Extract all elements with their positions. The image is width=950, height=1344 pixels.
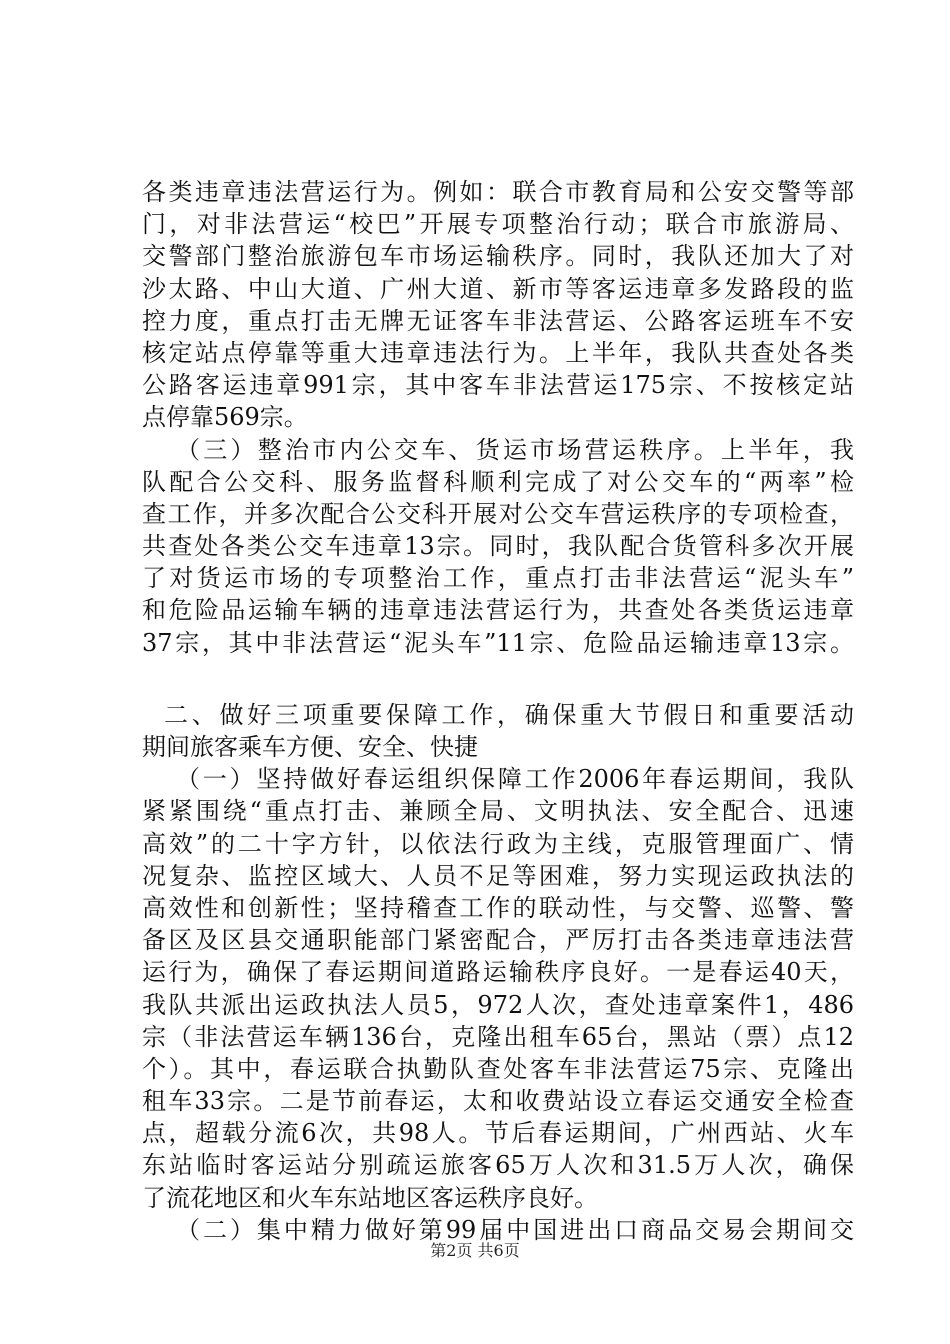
- text-line: 共查处各类公交车违章13宗。同时，我队配合货管科多次开展: [142, 532, 854, 561]
- text-line: 备区及区县交通职能部门紧密配合，严厉打击各类违章违法营: [142, 926, 854, 955]
- text-line: 了流花地区和火车东站地区客运秩序良好。: [142, 1183, 598, 1212]
- text-line: 控力度，重点打击无牌无证客车非法营运、公路客运班车不安: [142, 306, 854, 335]
- text-line: 东站临时客运站分别疏运旅客65万人次和31.5万人次，确保: [142, 1151, 854, 1180]
- section-heading-line: （三）整治市内公交车、货运市场营运秩序。上半年，我: [176, 435, 854, 464]
- section-heading-line: 二、做好三项重要保障工作，确保重大节假日和重要活动: [164, 700, 854, 729]
- text-line: 点停靠569宗。: [142, 403, 308, 432]
- document-body: [142, 176, 854, 1246]
- text-line: 37宗，其中非法营运“泥头车”11宗、危险品运输违章13宗。: [142, 628, 854, 657]
- text-line: 队配合公交科、服务监督科顺利完成了对公交车的“两率”检: [142, 467, 854, 496]
- text-line: 门，对非法营运“校巴”开展专项整治行动；联合市旅游局、: [142, 210, 854, 239]
- text-line: 个）。其中，春运联合执勤队查处客车非法营运75宗、克隆出: [142, 1054, 854, 1083]
- subsection-heading-line: （一）坚持做好春运组织保障工作2006年春运期间，我队: [176, 765, 854, 794]
- text-line: 宗（非法营运车辆136台，克隆出租车65台，黑站（票）点12: [142, 1022, 854, 1051]
- page-number-footer: 第2页 共6页: [430, 1241, 520, 1260]
- text-line: 和危险品运输车辆的违章违法营运行为，共查处各类货运违章: [142, 596, 854, 625]
- text-line: 查工作，并多次配合公交科开展对公交车营运秩序的专项检查，: [142, 499, 854, 528]
- paragraph-gap: [142, 659, 854, 699]
- text-line: 沙太路、中山大道、广州大道、新市等客运违章多发路段的监: [142, 274, 854, 303]
- text-line: 点，超载分流6次，共98人。节后春运期间，广州西站、火车: [142, 1119, 854, 1148]
- text-line: 了对货运市场的专项整治工作，重点打击非法营运“泥头车”: [142, 564, 854, 593]
- text-line: 况复杂、监控区域大、人员不足等困难，努力实现运政执法的: [142, 861, 854, 890]
- text-line: 核定站点停靠等重大违章违法行为。上半年，我队共查处各类: [142, 338, 854, 367]
- text-line: 高效”的二十字方针，以依法行政为主线，克服管理面广、情: [142, 829, 854, 858]
- text-line: 各类违章违法营运行为。例如：联合市教育局和公安交警等部: [142, 178, 854, 206]
- section-heading-line: 期间旅客乘车方便、安全、快捷: [142, 733, 478, 761]
- text-line: 租车33宗。二是节前春运，太和收费站设立春运交通安全检查: [142, 1087, 854, 1116]
- text-line: 紧紧围绕“重点打击、兼顾全局、文明执法、安全配合、迅速: [142, 797, 854, 826]
- text-line: 公路客运违章991宗，其中客车非法营运175宗、不按核定站: [142, 371, 854, 400]
- text-line: 运行为，确保了春运期间道路运输秩序良好。一是春运40天，: [142, 958, 854, 987]
- text-line: 高效性和创新性；坚持稽查工作的联动性，与交警、巡警、警: [142, 893, 854, 922]
- text-line: 我队共派出运政执法人员5，972人次，查处违章案件1，486: [142, 990, 854, 1019]
- subsection-heading-line: （二）集中精力做好第99届中国进出口商品交易会期间交: [176, 1215, 854, 1244]
- text-line: 交警部门整治旅游包车市场运输秩序。同时，我队还加大了对: [142, 242, 854, 271]
